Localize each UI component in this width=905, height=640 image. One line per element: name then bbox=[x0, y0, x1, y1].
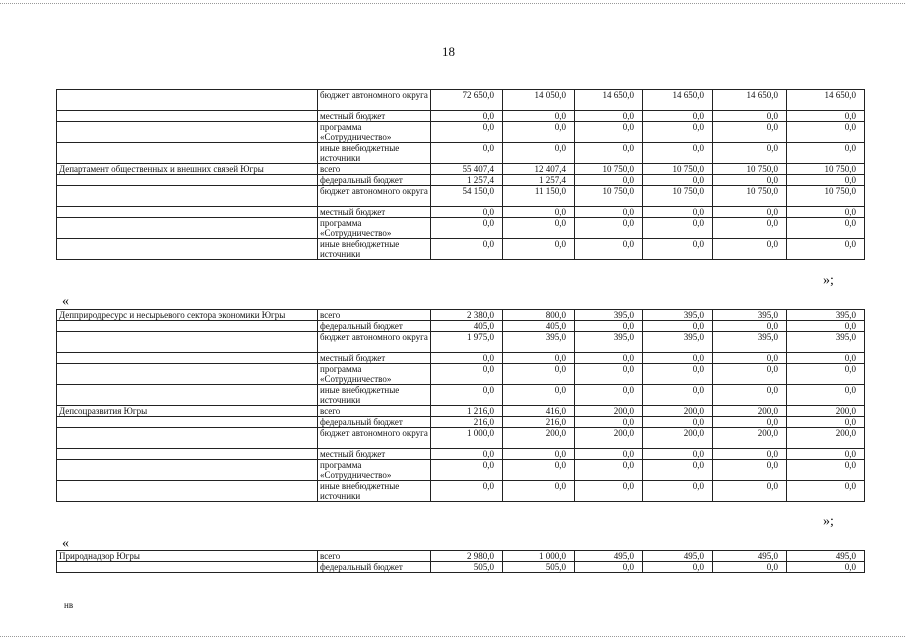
amount-cell: 55 407,4 bbox=[431, 164, 503, 175]
amount-cell: 395,0 bbox=[503, 332, 575, 353]
amount-cell: 0,0 bbox=[713, 207, 787, 218]
organization-cell bbox=[57, 364, 318, 385]
amount-cell: 0,0 bbox=[503, 353, 575, 364]
amount-cell: 0,0 bbox=[575, 218, 643, 239]
amount-cell: 0,0 bbox=[575, 175, 643, 186]
amount-cell: 0,0 bbox=[787, 353, 865, 364]
amount-cell: 405,0 bbox=[431, 321, 503, 332]
amount-cell: 0,0 bbox=[503, 481, 575, 502]
funding-source-cell: федеральный бюджет bbox=[318, 417, 431, 428]
amount-cell: 10 750,0 bbox=[787, 186, 865, 207]
amount-cell: 1 000,0 bbox=[431, 428, 503, 449]
opening-quote-mark-2: « bbox=[62, 294, 69, 309]
amount-cell: 11 150,0 bbox=[503, 186, 575, 207]
amount-cell: 0,0 bbox=[503, 218, 575, 239]
amount-cell: 395,0 bbox=[575, 310, 643, 321]
organization-cell bbox=[57, 332, 318, 353]
amount-cell: 10 750,0 bbox=[787, 164, 865, 175]
table-row bbox=[57, 164, 865, 175]
amount-cell: 395,0 bbox=[643, 310, 713, 321]
amount-cell: 0,0 bbox=[787, 111, 865, 122]
amount-cell: 395,0 bbox=[643, 332, 713, 353]
organization-cell bbox=[57, 481, 318, 502]
amount-cell: 0,0 bbox=[431, 239, 503, 260]
amount-cell: 0,0 bbox=[713, 239, 787, 260]
amount-cell: 2 380,0 bbox=[431, 310, 503, 321]
amount-cell: 0,0 bbox=[713, 175, 787, 186]
funding-source-cell: иные внебюджетные источники bbox=[318, 143, 431, 164]
amount-cell: 0,0 bbox=[787, 175, 865, 186]
amount-cell: 0,0 bbox=[713, 562, 787, 573]
table-row bbox=[57, 353, 865, 364]
amount-cell: 505,0 bbox=[503, 562, 575, 573]
funding-source-cell: всего bbox=[318, 164, 431, 175]
amount-cell: 0,0 bbox=[431, 207, 503, 218]
organization-cell bbox=[57, 460, 318, 481]
amount-cell: 0,0 bbox=[787, 207, 865, 218]
organization-cell bbox=[57, 90, 318, 111]
amount-cell: 200,0 bbox=[575, 428, 643, 449]
amount-cell: 0,0 bbox=[575, 207, 643, 218]
amount-cell: 0,0 bbox=[787, 321, 865, 332]
funding-source-cell: всего bbox=[318, 551, 431, 562]
amount-cell: 72 650,0 bbox=[431, 90, 503, 111]
table-row bbox=[57, 385, 865, 406]
amount-cell: 14 650,0 bbox=[643, 90, 713, 111]
table-row bbox=[57, 417, 865, 428]
funding-source-cell: всего bbox=[318, 310, 431, 321]
organization-cell bbox=[57, 385, 318, 406]
amount-cell: 0,0 bbox=[713, 417, 787, 428]
amount-cell: 0,0 bbox=[643, 449, 713, 460]
amount-cell: 0,0 bbox=[787, 562, 865, 573]
organization-cell bbox=[57, 186, 318, 207]
amount-cell: 200,0 bbox=[643, 406, 713, 417]
organization-cell bbox=[57, 239, 318, 260]
amount-cell: 10 750,0 bbox=[643, 164, 713, 175]
table-row bbox=[57, 332, 865, 353]
amount-cell: 0,0 bbox=[643, 460, 713, 481]
organization-cell: Депприродресурс и несырьевого сектора экономики Югры bbox=[57, 310, 318, 321]
amount-cell: 1 975,0 bbox=[431, 332, 503, 353]
amount-cell: 0,0 bbox=[713, 364, 787, 385]
organization-cell bbox=[57, 143, 318, 164]
table-row bbox=[57, 406, 865, 417]
amount-cell: 0,0 bbox=[643, 218, 713, 239]
opening-quote-mark-3: « bbox=[62, 536, 69, 551]
organization-cell: Природнадзор Югры bbox=[57, 551, 318, 562]
table-row bbox=[57, 143, 865, 164]
funding-source-cell: местный бюджет bbox=[318, 111, 431, 122]
closing-quote-mark-1: »; bbox=[823, 273, 834, 288]
amount-cell: 0,0 bbox=[431, 143, 503, 164]
amount-cell: 0,0 bbox=[431, 218, 503, 239]
funding-source-cell: программа «Сотрудничество» bbox=[318, 460, 431, 481]
organization-cell bbox=[57, 417, 318, 428]
amount-cell: 0,0 bbox=[575, 385, 643, 406]
page-number: 18 bbox=[442, 44, 455, 59]
organization-cell bbox=[57, 562, 318, 573]
amount-cell: 0,0 bbox=[643, 111, 713, 122]
organization-cell bbox=[57, 111, 318, 122]
table-row bbox=[57, 449, 865, 460]
funding-source-cell: бюджет автономного округа bbox=[318, 332, 431, 353]
amount-cell: 10 750,0 bbox=[575, 164, 643, 175]
funding-source-cell: федеральный бюджет bbox=[318, 175, 431, 186]
amount-cell: 0,0 bbox=[787, 460, 865, 481]
amount-cell: 0,0 bbox=[575, 481, 643, 502]
amount-cell: 0,0 bbox=[575, 353, 643, 364]
amount-cell: 0,0 bbox=[643, 175, 713, 186]
table-row bbox=[57, 218, 865, 239]
amount-cell: 0,0 bbox=[575, 562, 643, 573]
table-row bbox=[57, 207, 865, 218]
amount-cell: 0,0 bbox=[431, 385, 503, 406]
organization-cell bbox=[57, 175, 318, 186]
amount-cell: 0,0 bbox=[431, 353, 503, 364]
funding-table-1 bbox=[56, 89, 865, 260]
amount-cell: 1 216,0 bbox=[431, 406, 503, 417]
amount-cell: 0,0 bbox=[575, 364, 643, 385]
funding-source-cell: бюджет автономного округа bbox=[318, 90, 431, 111]
amount-cell: 395,0 bbox=[787, 310, 865, 321]
amount-cell: 0,0 bbox=[713, 218, 787, 239]
organization-cell bbox=[57, 218, 318, 239]
amount-cell: 0,0 bbox=[643, 143, 713, 164]
organization-cell bbox=[57, 428, 318, 449]
closing-quote-mark-2: »; bbox=[823, 514, 834, 529]
table-row bbox=[57, 175, 865, 186]
footer-initials: нв bbox=[64, 600, 74, 610]
amount-cell: 0,0 bbox=[503, 143, 575, 164]
table-row bbox=[57, 310, 865, 321]
funding-source-cell: иные внебюджетные источники bbox=[318, 239, 431, 260]
amount-cell: 495,0 bbox=[787, 551, 865, 562]
amount-cell: 0,0 bbox=[575, 417, 643, 428]
amount-cell: 0,0 bbox=[431, 364, 503, 385]
amount-cell: 14 050,0 bbox=[503, 90, 575, 111]
amount-cell: 10 750,0 bbox=[713, 186, 787, 207]
amount-cell: 495,0 bbox=[643, 551, 713, 562]
amount-cell: 0,0 bbox=[503, 239, 575, 260]
amount-cell: 0,0 bbox=[713, 460, 787, 481]
amount-cell: 200,0 bbox=[503, 428, 575, 449]
amount-cell: 0,0 bbox=[575, 449, 643, 460]
amount-cell: 495,0 bbox=[575, 551, 643, 562]
amount-cell: 0,0 bbox=[503, 460, 575, 481]
amount-cell: 0,0 bbox=[787, 417, 865, 428]
organization-cell bbox=[57, 449, 318, 460]
amount-cell: 200,0 bbox=[575, 406, 643, 417]
funding-source-cell: федеральный бюджет bbox=[318, 562, 431, 573]
amount-cell: 0,0 bbox=[643, 385, 713, 406]
amount-cell: 416,0 bbox=[503, 406, 575, 417]
amount-cell: 14 650,0 bbox=[787, 90, 865, 111]
amount-cell: 0,0 bbox=[431, 122, 503, 143]
funding-source-cell: местный бюджет bbox=[318, 207, 431, 218]
amount-cell: 0,0 bbox=[503, 207, 575, 218]
amount-cell: 0,0 bbox=[713, 353, 787, 364]
funding-source-cell: местный бюджет bbox=[318, 449, 431, 460]
amount-cell: 0,0 bbox=[643, 122, 713, 143]
organization-cell bbox=[57, 122, 318, 143]
amount-cell: 10 750,0 bbox=[643, 186, 713, 207]
amount-cell: 0,0 bbox=[575, 460, 643, 481]
amount-cell: 0,0 bbox=[787, 449, 865, 460]
funding-source-cell: иные внебюджетные источники bbox=[318, 481, 431, 502]
amount-cell: 216,0 bbox=[431, 417, 503, 428]
amount-cell: 0,0 bbox=[503, 122, 575, 143]
amount-cell: 0,0 bbox=[787, 364, 865, 385]
amount-cell: 800,0 bbox=[503, 310, 575, 321]
amount-cell: 54 150,0 bbox=[431, 186, 503, 207]
funding-source-cell: программа «Сотрудничество» bbox=[318, 218, 431, 239]
table-row bbox=[57, 551, 865, 562]
amount-cell: 0,0 bbox=[713, 143, 787, 164]
amount-cell: 405,0 bbox=[503, 321, 575, 332]
funding-source-cell: иные внебюджетные источники bbox=[318, 385, 431, 406]
amount-cell: 0,0 bbox=[643, 562, 713, 573]
funding-source-cell: федеральный бюджет bbox=[318, 321, 431, 332]
amount-cell: 0,0 bbox=[643, 239, 713, 260]
amount-cell: 200,0 bbox=[713, 428, 787, 449]
funding-source-cell: всего bbox=[318, 406, 431, 417]
funding-source-cell: программа «Сотрудничество» bbox=[318, 364, 431, 385]
amount-cell: 200,0 bbox=[787, 428, 865, 449]
table-row bbox=[57, 428, 865, 449]
funding-table-2 bbox=[56, 309, 865, 502]
amount-cell: 1 257,4 bbox=[431, 175, 503, 186]
amount-cell: 0,0 bbox=[431, 460, 503, 481]
amount-cell: 0,0 bbox=[787, 143, 865, 164]
amount-cell: 1 000,0 bbox=[503, 551, 575, 562]
amount-cell: 0,0 bbox=[503, 385, 575, 406]
amount-cell: 0,0 bbox=[503, 449, 575, 460]
table-row bbox=[57, 364, 865, 385]
organization-cell: Депсоцразвития Югры bbox=[57, 406, 318, 417]
table-row bbox=[57, 481, 865, 502]
amount-cell: 0,0 bbox=[787, 385, 865, 406]
amount-cell: 0,0 bbox=[431, 481, 503, 502]
table-row bbox=[57, 460, 865, 481]
amount-cell: 395,0 bbox=[575, 332, 643, 353]
amount-cell: 505,0 bbox=[431, 562, 503, 573]
amount-cell: 0,0 bbox=[575, 143, 643, 164]
funding-source-cell: бюджет автономного округа bbox=[318, 428, 431, 449]
amount-cell: 395,0 bbox=[787, 332, 865, 353]
amount-cell: 12 407,4 bbox=[503, 164, 575, 175]
amount-cell: 0,0 bbox=[431, 111, 503, 122]
amount-cell: 0,0 bbox=[713, 111, 787, 122]
amount-cell: 216,0 bbox=[503, 417, 575, 428]
organization-cell bbox=[57, 321, 318, 332]
funding-source-cell: местный бюджет bbox=[318, 353, 431, 364]
amount-cell: 0,0 bbox=[575, 111, 643, 122]
amount-cell: 0,0 bbox=[643, 417, 713, 428]
table-row bbox=[57, 111, 865, 122]
table-row bbox=[57, 122, 865, 143]
amount-cell: 14 650,0 bbox=[575, 90, 643, 111]
amount-cell: 0,0 bbox=[643, 481, 713, 502]
amount-cell: 0,0 bbox=[503, 111, 575, 122]
amount-cell: 200,0 bbox=[787, 406, 865, 417]
top-edge-line bbox=[0, 3, 905, 4]
amount-cell: 0,0 bbox=[713, 481, 787, 502]
amount-cell: 10 750,0 bbox=[713, 164, 787, 175]
amount-cell: 0,0 bbox=[643, 207, 713, 218]
table-row bbox=[57, 562, 865, 573]
bottom-edge-line bbox=[0, 636, 905, 637]
amount-cell: 0,0 bbox=[431, 449, 503, 460]
amount-cell: 0,0 bbox=[643, 364, 713, 385]
amount-cell: 0,0 bbox=[503, 364, 575, 385]
amount-cell: 200,0 bbox=[713, 406, 787, 417]
amount-cell: 0,0 bbox=[643, 321, 713, 332]
funding-table-3 bbox=[56, 550, 865, 573]
table-row bbox=[57, 186, 865, 207]
amount-cell: 0,0 bbox=[575, 239, 643, 260]
amount-cell: 395,0 bbox=[713, 332, 787, 353]
organization-cell bbox=[57, 353, 318, 364]
amount-cell: 0,0 bbox=[575, 122, 643, 143]
amount-cell: 0,0 bbox=[643, 353, 713, 364]
amount-cell: 0,0 bbox=[787, 239, 865, 260]
amount-cell: 14 650,0 bbox=[713, 90, 787, 111]
funding-source-cell: бюджет автономного округа bbox=[318, 186, 431, 207]
amount-cell: 2 980,0 bbox=[431, 551, 503, 562]
amount-cell: 0,0 bbox=[713, 122, 787, 143]
organization-cell bbox=[57, 207, 318, 218]
amount-cell: 0,0 bbox=[713, 385, 787, 406]
funding-source-cell: программа «Сотрудничество» bbox=[318, 122, 431, 143]
table-row bbox=[57, 321, 865, 332]
amount-cell: 0,0 bbox=[575, 321, 643, 332]
amount-cell: 0,0 bbox=[787, 122, 865, 143]
amount-cell: 200,0 bbox=[643, 428, 713, 449]
amount-cell: 1 257,4 bbox=[503, 175, 575, 186]
amount-cell: 395,0 bbox=[713, 310, 787, 321]
amount-cell: 495,0 bbox=[713, 551, 787, 562]
amount-cell: 0,0 bbox=[713, 449, 787, 460]
amount-cell: 10 750,0 bbox=[575, 186, 643, 207]
amount-cell: 0,0 bbox=[713, 321, 787, 332]
amount-cell: 0,0 bbox=[787, 218, 865, 239]
table-row bbox=[57, 90, 865, 111]
organization-cell: Департамент общественных и внешних связей Югры bbox=[57, 164, 318, 175]
amount-cell: 0,0 bbox=[787, 481, 865, 502]
table-row bbox=[57, 239, 865, 260]
